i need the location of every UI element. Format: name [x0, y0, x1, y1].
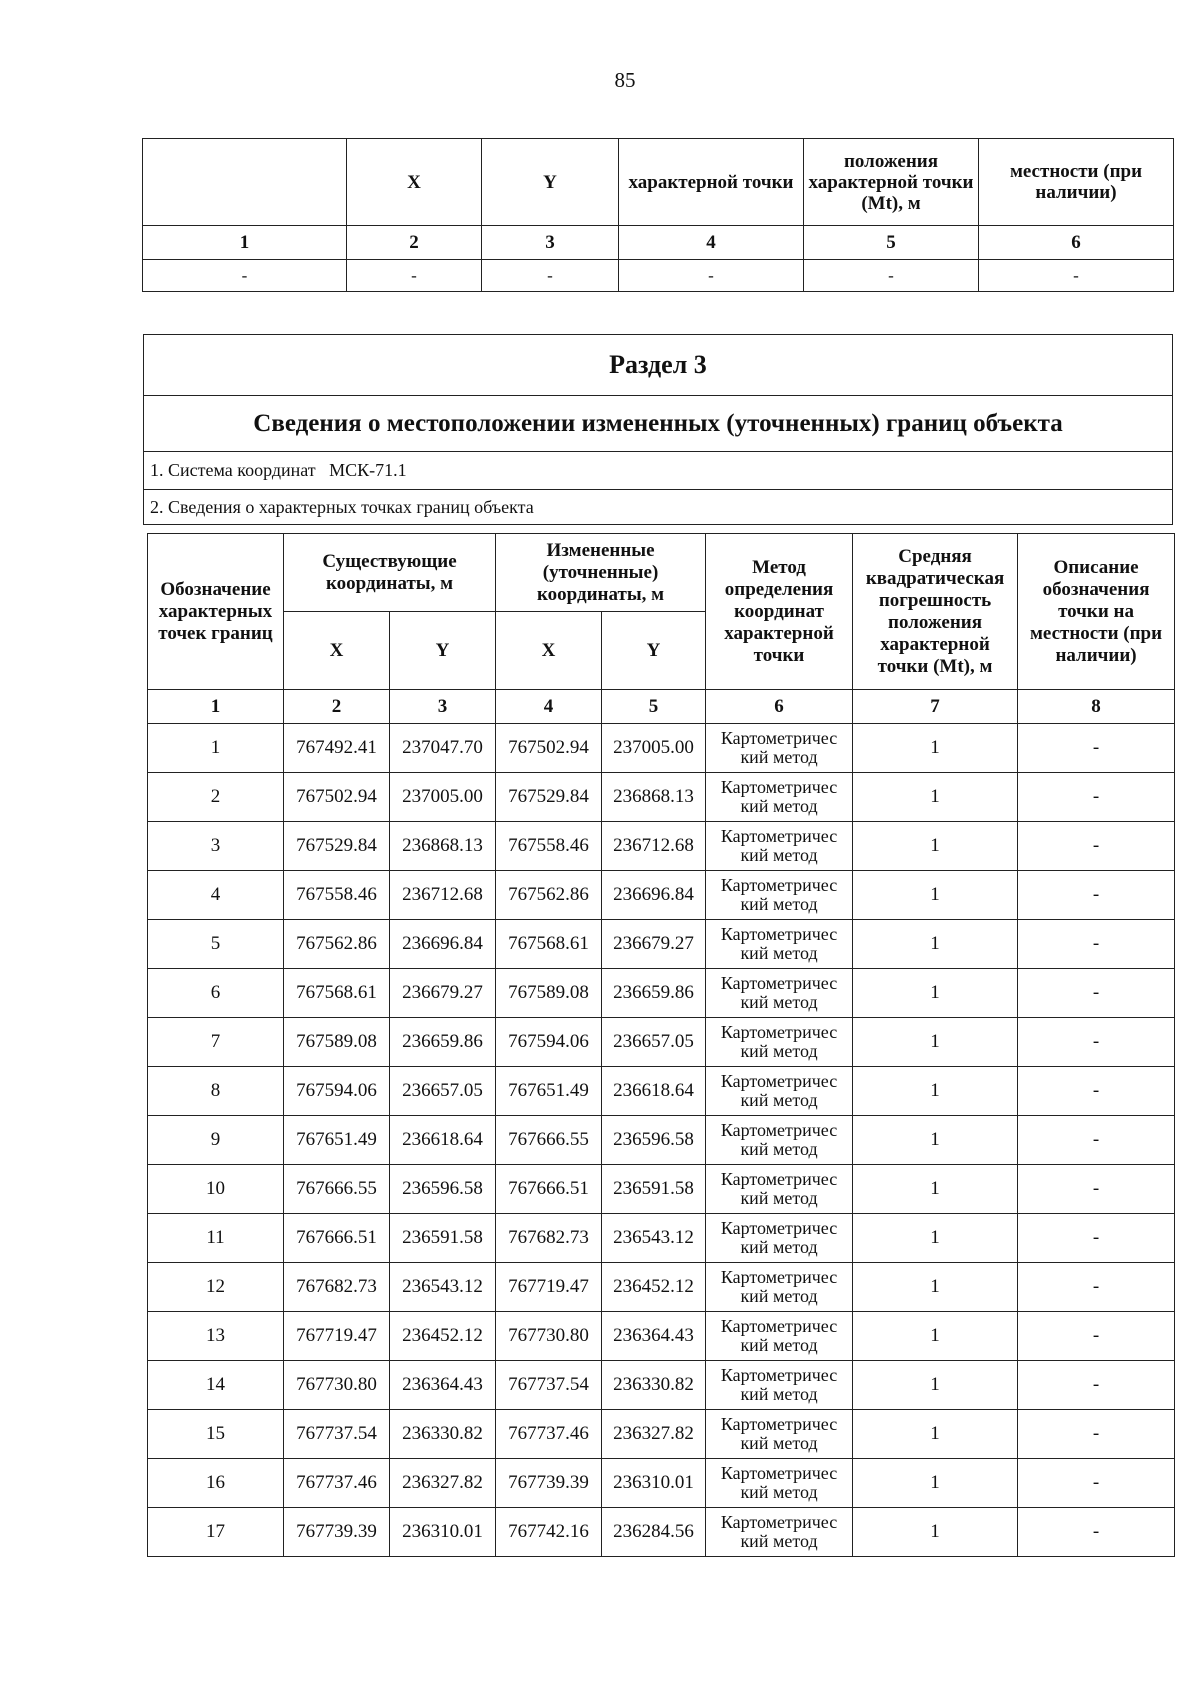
point-designation: 4 [148, 871, 284, 920]
table-row [148, 1459, 1175, 1508]
existing-x: 767529.84 [284, 822, 390, 871]
top-table [142, 138, 1174, 292]
changed-y: 236284.56 [602, 1508, 706, 1557]
existing-y: 236591.58 [390, 1214, 496, 1263]
changed-y: 236657.05 [602, 1018, 706, 1067]
description-cell: - [1018, 1165, 1175, 1214]
top-table-header-row [143, 139, 1174, 226]
error-cell: 1 [853, 1410, 1018, 1459]
column-number: 5 [804, 226, 979, 260]
method-cell: Картометричес кий метод [706, 969, 853, 1018]
description-cell: - [1018, 724, 1175, 773]
error-cell: 1 [853, 822, 1018, 871]
point-designation: 10 [148, 1165, 284, 1214]
column-number: 6 [979, 226, 1174, 260]
point-designation: 7 [148, 1018, 284, 1067]
existing-x: 767558.46 [284, 871, 390, 920]
error-cell: 1 [853, 1459, 1018, 1508]
changed-x: 767737.54 [496, 1361, 602, 1410]
method-cell: Картометричес кий метод [706, 1263, 853, 1312]
error-cell: 1 [853, 1165, 1018, 1214]
method-cell: Картометричес кий метод [706, 920, 853, 969]
method-cell: Картометричес кий метод [706, 1312, 853, 1361]
existing-y: 236330.82 [390, 1410, 496, 1459]
description-cell: - [1018, 969, 1175, 1018]
description-cell: - [1018, 822, 1175, 871]
point-designation: 15 [148, 1410, 284, 1459]
changed-y: 236679.27 [602, 920, 706, 969]
existing-y: 236868.13 [390, 822, 496, 871]
error-cell: 1 [853, 1018, 1018, 1067]
column-number: 4 [619, 226, 804, 260]
table-row [148, 1361, 1175, 1410]
description-cell: - [1018, 1214, 1175, 1263]
error-cell: 1 [853, 1214, 1018, 1263]
method-cell: Картометричес кий метод [706, 1508, 853, 1557]
description-header: Описание обозначения точки на местности (при наличии) [1018, 534, 1175, 690]
existing-x: 767737.54 [284, 1410, 390, 1459]
table-row [148, 1067, 1175, 1116]
table-row [148, 1018, 1175, 1067]
points-caption: 2. Сведения о характерных точках границ объекта [144, 490, 1173, 525]
table-row [148, 920, 1175, 969]
description-cell: - [1018, 1459, 1175, 1508]
empty-cell: - [804, 260, 979, 292]
column-number: 1 [143, 226, 347, 260]
error-cell: 1 [853, 1067, 1018, 1116]
existing-x: 767492.41 [284, 724, 390, 773]
column-number: 3 [482, 226, 619, 260]
changed-x: 767594.06 [496, 1018, 602, 1067]
method-cell: Картометричес кий метод [706, 1067, 853, 1116]
point-designation: 13 [148, 1312, 284, 1361]
table-row [148, 1116, 1175, 1165]
existing-x: 767666.51 [284, 1214, 390, 1263]
error-cell: 1 [853, 1508, 1018, 1557]
error-cell: 1 [853, 773, 1018, 822]
existing-x: 767737.46 [284, 1459, 390, 1508]
top-table-header: положения характерной точки (Mt), м [804, 139, 979, 226]
existing-y: 236618.64 [390, 1116, 496, 1165]
changed-y: 236696.84 [602, 871, 706, 920]
error-cell: 1 [853, 871, 1018, 920]
method-cell: Картометричес кий метод [706, 1361, 853, 1410]
description-cell: - [1018, 1263, 1175, 1312]
existing-y: 236679.27 [390, 969, 496, 1018]
description-cell: - [1018, 920, 1175, 969]
point-designation: 3 [148, 822, 284, 871]
method-cell: Картометричес кий метод [706, 822, 853, 871]
table-row [148, 1410, 1175, 1459]
existing-y: 236712.68 [390, 871, 496, 920]
method-cell: Картометричес кий метод [706, 1214, 853, 1263]
method-cell: Картометричес кий метод [706, 724, 853, 773]
description-cell: - [1018, 1312, 1175, 1361]
points-header-row [148, 534, 1175, 612]
existing-x: 767589.08 [284, 1018, 390, 1067]
empty-cell: - [619, 260, 804, 292]
description-cell: - [1018, 871, 1175, 920]
existing-x: 767730.80 [284, 1361, 390, 1410]
top-table-empty-row [143, 260, 1174, 292]
existing-x: 767719.47 [284, 1312, 390, 1361]
point-designation: 9 [148, 1116, 284, 1165]
existing-y: 236657.05 [390, 1067, 496, 1116]
existing-y: 236596.58 [390, 1165, 496, 1214]
column-number: 2 [284, 690, 390, 724]
point-designation: 17 [148, 1508, 284, 1557]
method-cell: Картометричес кий метод [706, 1459, 853, 1508]
error-cell: 1 [853, 920, 1018, 969]
existing-x: 767562.86 [284, 920, 390, 969]
existing-x: 767651.49 [284, 1116, 390, 1165]
existing-coords-header: Существующие координаты, м [284, 534, 496, 612]
description-cell: - [1018, 1116, 1175, 1165]
changed-x: 767719.47 [496, 1263, 602, 1312]
changed-x: 767558.46 [496, 822, 602, 871]
method-cell: Картометричес кий метод [706, 1116, 853, 1165]
column-number: 7 [853, 690, 1018, 724]
changed-x: 767682.73 [496, 1214, 602, 1263]
empty-cell: - [347, 260, 482, 292]
changed-x: 767666.51 [496, 1165, 602, 1214]
changed-x: 767742.16 [496, 1508, 602, 1557]
column-number: 6 [706, 690, 853, 724]
existing-x: 767666.55 [284, 1165, 390, 1214]
changed-x: 767562.86 [496, 871, 602, 920]
changed-y: 236618.64 [602, 1067, 706, 1116]
error-cell: 1 [853, 969, 1018, 1018]
changed-x: 767730.80 [496, 1312, 602, 1361]
empty-cell: - [979, 260, 1174, 292]
changed-x: 767666.55 [496, 1116, 602, 1165]
table-row [148, 1165, 1175, 1214]
x-header: X [496, 612, 602, 690]
error-cell: 1 [853, 1116, 1018, 1165]
existing-y: 237005.00 [390, 773, 496, 822]
table-row [148, 969, 1175, 1018]
existing-x: 767594.06 [284, 1067, 390, 1116]
top-table-header: местности (при наличии) [979, 139, 1174, 226]
changed-x: 767737.46 [496, 1410, 602, 1459]
table-row [148, 822, 1175, 871]
table-row [148, 1263, 1175, 1312]
table-row [148, 1312, 1175, 1361]
top-table-number-row [143, 226, 1174, 260]
error-cell: 1 [853, 1361, 1018, 1410]
method-cell: Картометричес кий метод [706, 871, 853, 920]
coordinate-system: 1. Система координат МСК-71.1 [144, 452, 1173, 490]
error-cell: 1 [853, 724, 1018, 773]
table-row [148, 871, 1175, 920]
existing-y: 237047.70 [390, 724, 496, 773]
point-designation: 8 [148, 1067, 284, 1116]
column-number: 3 [390, 690, 496, 724]
x-header: X [284, 612, 390, 690]
changed-x: 767739.39 [496, 1459, 602, 1508]
empty-cell: - [482, 260, 619, 292]
points-table [147, 533, 1175, 1557]
empty-cell: - [143, 260, 347, 292]
error-header: Средняя квадратическая погрешность положения характерной точки (Mt), м [853, 534, 1018, 690]
description-cell: - [1018, 1018, 1175, 1067]
section-subtitle: Сведения о местоположении измененных (уточненных) границ объекта [144, 396, 1173, 452]
designation-header: Обозначение характерных точек границ [148, 534, 284, 690]
changed-y: 236310.01 [602, 1459, 706, 1508]
point-designation: 14 [148, 1361, 284, 1410]
method-cell: Картометричес кий метод [706, 773, 853, 822]
description-cell: - [1018, 1410, 1175, 1459]
description-cell: - [1018, 1508, 1175, 1557]
description-cell: - [1018, 773, 1175, 822]
changed-y: 236659.86 [602, 969, 706, 1018]
changed-y: 236543.12 [602, 1214, 706, 1263]
changed-x: 767651.49 [496, 1067, 602, 1116]
page-number: 85 [614, 68, 636, 92]
changed-y: 236364.43 [602, 1312, 706, 1361]
y-header: Y [602, 612, 706, 690]
changed-y: 236327.82 [602, 1410, 706, 1459]
error-cell: 1 [853, 1263, 1018, 1312]
method-header: Метод определения координат характерной точки [706, 534, 853, 690]
existing-x: 767502.94 [284, 773, 390, 822]
table-row [148, 1214, 1175, 1263]
existing-y: 236696.84 [390, 920, 496, 969]
points-number-row [148, 690, 1175, 724]
error-cell: 1 [853, 1312, 1018, 1361]
column-number: 2 [347, 226, 482, 260]
point-designation: 1 [148, 724, 284, 773]
point-designation: 5 [148, 920, 284, 969]
table-row [148, 724, 1175, 773]
table-row [148, 1508, 1175, 1557]
existing-y: 236543.12 [390, 1263, 496, 1312]
changed-x: 767502.94 [496, 724, 602, 773]
existing-y: 236327.82 [390, 1459, 496, 1508]
point-designation: 12 [148, 1263, 284, 1312]
column-number: 4 [496, 690, 602, 724]
section-header-table [143, 334, 1173, 525]
existing-x: 767682.73 [284, 1263, 390, 1312]
points-table-body [148, 724, 1175, 1557]
column-number: 1 [148, 690, 284, 724]
top-table-header: X [347, 139, 482, 226]
section-title: Раздел 3 [144, 335, 1173, 396]
existing-y: 236659.86 [390, 1018, 496, 1067]
changed-y: 236330.82 [602, 1361, 706, 1410]
point-designation: 2 [148, 773, 284, 822]
existing-x: 767568.61 [284, 969, 390, 1018]
existing-x: 767739.39 [284, 1508, 390, 1557]
top-table-header: характерной точки [619, 139, 804, 226]
top-table-header: Y [482, 139, 619, 226]
description-cell: - [1018, 1361, 1175, 1410]
method-cell: Картометричес кий метод [706, 1018, 853, 1067]
changed-y: 236868.13 [602, 773, 706, 822]
point-designation: 16 [148, 1459, 284, 1508]
y-header: Y [390, 612, 496, 690]
column-number: 8 [1018, 690, 1175, 724]
point-designation: 6 [148, 969, 284, 1018]
table-row [148, 773, 1175, 822]
changed-x: 767568.61 [496, 920, 602, 969]
top-table-header [143, 139, 347, 226]
description-cell: - [1018, 1067, 1175, 1116]
existing-y: 236452.12 [390, 1312, 496, 1361]
changed-y: 236452.12 [602, 1263, 706, 1312]
changed-y: 236596.58 [602, 1116, 706, 1165]
changed-y: 236591.58 [602, 1165, 706, 1214]
existing-y: 236364.43 [390, 1361, 496, 1410]
changed-x: 767529.84 [496, 773, 602, 822]
changed-x: 767589.08 [496, 969, 602, 1018]
changed-coords-header: Измененные (уточненные) координаты, м [496, 534, 706, 612]
existing-y: 236310.01 [390, 1508, 496, 1557]
method-cell: Картометричес кий метод [706, 1165, 853, 1214]
changed-y: 237005.00 [602, 724, 706, 773]
changed-y: 236712.68 [602, 822, 706, 871]
method-cell: Картометричес кий метод [706, 1410, 853, 1459]
point-designation: 11 [148, 1214, 284, 1263]
column-number: 5 [602, 690, 706, 724]
